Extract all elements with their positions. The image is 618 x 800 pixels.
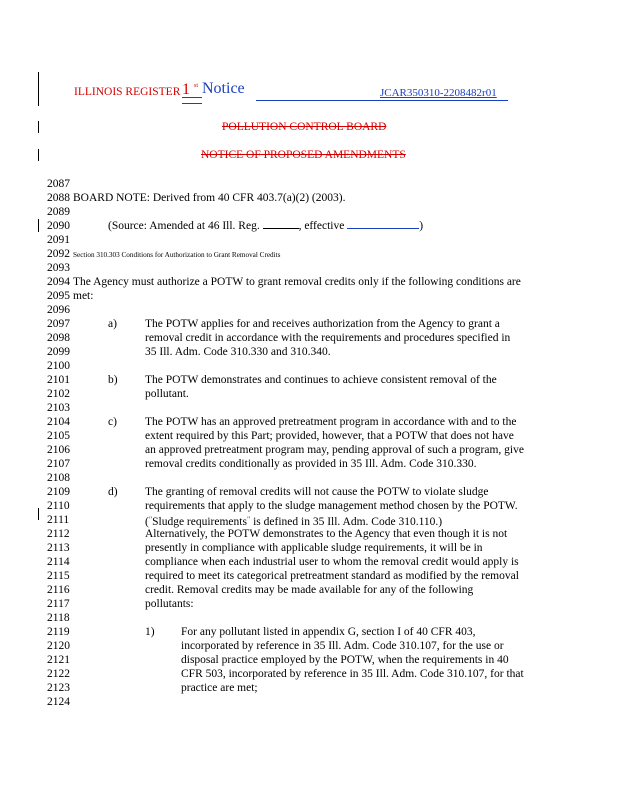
line-number: 2092 bbox=[47, 248, 70, 260]
definition-rest: is defined in 35 Ill. Adm. Code 310.110.) bbox=[250, 516, 443, 528]
line-number: 2104 bbox=[47, 416, 70, 428]
line-number: 2097 bbox=[47, 318, 70, 330]
body-text: CFR 503, incorporated by reference in 35 Ill. Adm. Code 310.107, for that bbox=[181, 668, 524, 680]
notice-label: Notice bbox=[202, 80, 245, 97]
intro-text: The Agency must authorize a POTW to grant removal credits only if the following conditions are bbox=[73, 276, 521, 288]
line-number: 2089 bbox=[47, 206, 70, 218]
body-text: pollutant. bbox=[145, 388, 189, 400]
line-number: 2110 bbox=[47, 500, 70, 512]
quote-close: " bbox=[246, 515, 251, 524]
body-text: 35 Ill. Adm. Code 310.330 and 310.340. bbox=[145, 346, 331, 358]
line-number: 2123 bbox=[47, 682, 70, 694]
line-number: 2088 bbox=[47, 192, 70, 204]
line-number: 2100 bbox=[47, 360, 70, 372]
line-number: 2120 bbox=[47, 640, 70, 652]
source-suffix: ) bbox=[419, 220, 424, 232]
subsection-marker-a: a) bbox=[108, 318, 117, 330]
notice-underline bbox=[256, 100, 508, 101]
line-number: 2090 bbox=[47, 220, 70, 232]
line-number: 2113 bbox=[47, 542, 70, 554]
body-text: Alternatively, the POTW demonstrates to the Agency that even though it is not bbox=[145, 528, 508, 540]
change-bar bbox=[38, 121, 39, 133]
line-number: 2099 bbox=[47, 346, 70, 358]
body-text: an approved pretreatment program may, pending approval of such a program, give bbox=[145, 444, 524, 456]
body-text: required to meet its categorical pretreatment standard as modified by the removal bbox=[145, 570, 519, 582]
line-number: 2116 bbox=[47, 584, 70, 596]
defined-term: Sludge requirements bbox=[152, 516, 247, 528]
line-number: 2115 bbox=[47, 570, 70, 582]
body-text: presently in compliance with applicable sludge requirements, it will be in bbox=[145, 542, 483, 554]
line-number: 2106 bbox=[47, 444, 70, 456]
board-note: BOARD NOTE: Derived from 40 CFR 403.7(a)(2) (2003). bbox=[73, 192, 346, 204]
intro-text: met: bbox=[73, 290, 94, 302]
quote-open: " bbox=[148, 515, 153, 524]
body-text: incorporated by reference in 35 Ill. Adm. Code 310.107, for the use or bbox=[181, 640, 504, 652]
source-register-blank bbox=[263, 219, 299, 229]
line-number: 2114 bbox=[47, 556, 70, 568]
body-text: The POTW has an approved pretreatment program in accordance with and to the bbox=[145, 416, 517, 428]
line-number: 2101 bbox=[47, 374, 70, 386]
subsection-marker-c: c) bbox=[108, 416, 117, 428]
page-number: 1 bbox=[182, 81, 190, 98]
source-prefix: (Source: Amended at 46 Ill. Reg. bbox=[108, 220, 260, 232]
line-number: 2111 bbox=[47, 514, 70, 526]
line-number: 2107 bbox=[47, 458, 70, 470]
line-number: 2119 bbox=[47, 626, 70, 638]
body-text: extent required by this Part; provided, however, that a POTW that does not have bbox=[145, 430, 514, 442]
body-text: For any pollutant listed in appendix G, section I of 40 CFR 403, bbox=[181, 626, 476, 638]
body-text: removal credit in accordance with the requirements and procedures specified in bbox=[145, 332, 511, 344]
paren-open: ( bbox=[145, 516, 149, 528]
line-number: 2122 bbox=[47, 668, 70, 680]
body-text: disposal practice employed by the POTW, when the requirements in 40 bbox=[181, 654, 509, 666]
line-number: 2095 bbox=[47, 290, 70, 302]
document-code: JCAR350310-2208482r01 bbox=[380, 87, 497, 99]
notice-type-heading: NOTICE OF PROPOSED AMENDMENTS bbox=[201, 149, 406, 161]
line-number: 2112 bbox=[47, 528, 70, 540]
line-number: 2094 bbox=[47, 276, 70, 288]
change-bar bbox=[38, 219, 39, 232]
page-number-underline bbox=[182, 97, 202, 104]
body-text: The granting of removal credits will not cause the POTW to violate sludge bbox=[145, 486, 489, 498]
section-heading: Section 310.303 Conditions for Authorization to Grant Removal Credits bbox=[73, 251, 281, 259]
line-number: 2118 bbox=[47, 612, 70, 624]
subsection-marker-1: 1) bbox=[145, 626, 155, 638]
line-number: 2108 bbox=[47, 472, 70, 484]
line-number: 2124 bbox=[47, 696, 70, 708]
body-text: requirements that apply to the sludge management method chosen by the POTW. bbox=[145, 500, 518, 512]
body-text: practice are met; bbox=[181, 682, 258, 694]
line-number: 2117 bbox=[47, 598, 70, 610]
line-number: 2098 bbox=[47, 332, 70, 344]
body-text: compliance when each industrial user to whom the removal credit would apply is bbox=[145, 556, 519, 568]
register-title: ILLINOIS REGISTER bbox=[74, 86, 181, 98]
line-number: 2091 bbox=[47, 234, 70, 246]
line-number: 2102 bbox=[47, 388, 70, 400]
change-bar bbox=[38, 508, 39, 520]
line-number: 2087 bbox=[47, 178, 70, 190]
subsection-marker-b: b) bbox=[108, 374, 118, 386]
subsection-marker-d: d) bbox=[108, 486, 118, 498]
line-number: 2121 bbox=[47, 654, 70, 666]
line-number: 2103 bbox=[47, 402, 70, 414]
source-note bbox=[108, 219, 423, 233]
agency-heading: POLLUTION CONTROL BOARD bbox=[222, 121, 387, 133]
body-text: removal credits conditionally as provided in 35 Ill. Adm. Code 310.330. bbox=[145, 458, 477, 470]
body-text: The POTW demonstrates and continues to achieve consistent removal of the bbox=[145, 374, 497, 386]
body-text: credit. Removal credits may be made available for any of the following bbox=[145, 584, 474, 596]
change-bar bbox=[38, 149, 39, 161]
line-number: 2105 bbox=[47, 430, 70, 442]
change-bar bbox=[38, 72, 39, 106]
body-text: The POTW applies for and receives authorization from the Agency to grant a bbox=[145, 318, 500, 330]
body-text: pollutants: bbox=[145, 598, 194, 610]
page-number-suffix: st bbox=[194, 83, 199, 89]
line-number: 2109 bbox=[47, 486, 70, 498]
line-number: 2093 bbox=[47, 262, 70, 274]
source-effective-blank bbox=[347, 219, 419, 229]
line-number: 2096 bbox=[47, 304, 70, 316]
source-mid: , effective bbox=[298, 220, 345, 232]
